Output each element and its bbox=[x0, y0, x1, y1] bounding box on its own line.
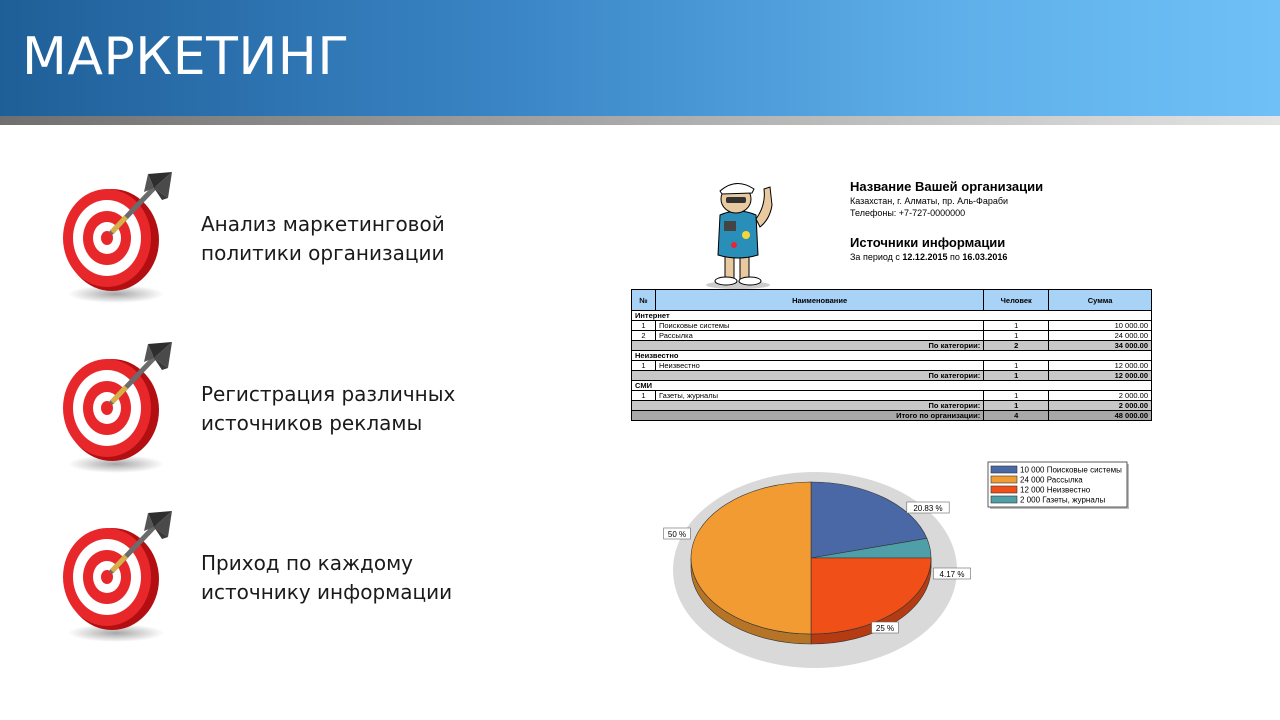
subtotal-label: По категории: bbox=[632, 371, 984, 381]
report-table bbox=[631, 289, 1152, 421]
table-row bbox=[632, 331, 1152, 341]
title-banner-stripe bbox=[0, 116, 1280, 125]
legend-swatch bbox=[991, 486, 1017, 493]
period-mid: по bbox=[947, 252, 963, 262]
org-address: Казахстан, г. Алматы, пр. Аль-Фараби bbox=[850, 196, 1009, 206]
subtotal-row bbox=[632, 401, 1152, 411]
org-header bbox=[850, 179, 1160, 263]
category-row bbox=[632, 381, 1152, 391]
cell-num: 2 bbox=[632, 331, 656, 341]
legend-label: 10 000 Поисковые системы bbox=[1020, 465, 1122, 475]
pie-percent-label: 25 % bbox=[875, 624, 895, 633]
col-header-num: № bbox=[632, 290, 656, 311]
subtotal-sum: 12 000.00 bbox=[1049, 371, 1152, 381]
table-row bbox=[632, 321, 1152, 331]
cell-sum: 2 000.00 bbox=[1049, 391, 1152, 401]
category-name: Интернет bbox=[632, 311, 1152, 321]
category-name: Неизвестно bbox=[632, 351, 1152, 361]
subtotal-people: 1 bbox=[984, 401, 1049, 411]
category-row bbox=[632, 351, 1152, 361]
cell-num: 1 bbox=[632, 391, 656, 401]
subtotal-sum: 34 000.00 bbox=[1049, 341, 1152, 351]
total-row bbox=[632, 411, 1152, 421]
bullet-item bbox=[0, 336, 560, 476]
bullet-item bbox=[0, 166, 560, 306]
bullet-line: источнику информации bbox=[201, 580, 453, 604]
report-period bbox=[850, 251, 1160, 263]
col-header-sum: Сумма bbox=[1049, 290, 1152, 311]
table-header bbox=[632, 290, 1152, 311]
subtotal-row bbox=[632, 371, 1152, 381]
legend-swatch bbox=[991, 476, 1017, 483]
pie-percent-label: 50 % bbox=[667, 530, 687, 539]
cell-name: Неизвестно bbox=[655, 361, 983, 371]
cartoon-tourist-icon bbox=[698, 175, 778, 290]
cell-people: 1 bbox=[984, 331, 1049, 341]
cell-name: Поисковые системы bbox=[655, 321, 983, 331]
bullet-line: Анализ маркетинговой bbox=[201, 212, 445, 236]
org-name: Название Вашей организации bbox=[850, 179, 1044, 194]
legend-swatch bbox=[991, 466, 1017, 473]
bullet-line: политики организации bbox=[201, 241, 445, 265]
total-people: 4 bbox=[984, 411, 1049, 421]
period-to: 16.03.2016 bbox=[962, 252, 1008, 262]
table-row bbox=[632, 391, 1152, 401]
target-icon bbox=[50, 336, 190, 476]
target-icon bbox=[50, 505, 190, 645]
total-label: Итого по организации: bbox=[632, 411, 984, 421]
cell-people: 1 bbox=[984, 321, 1049, 331]
legend-label: 12 000 Неизвестно bbox=[1020, 485, 1091, 495]
cell-name: Газеты, журналы bbox=[655, 391, 983, 401]
table-row bbox=[632, 361, 1152, 371]
target-icon bbox=[50, 166, 190, 306]
subtotal-sum: 2 000.00 bbox=[1049, 401, 1152, 411]
org-phone: Телефоны: +7-727-0000000 bbox=[850, 208, 966, 218]
pie-chart bbox=[630, 458, 1160, 670]
subtotal-label: По категории: bbox=[632, 341, 984, 351]
slide-title: МАРКЕТИНГ bbox=[22, 27, 350, 87]
cell-sum: 10 000.00 bbox=[1049, 321, 1152, 331]
period-from: 12.12.2015 bbox=[902, 252, 948, 262]
bullet-line: источников рекламы bbox=[201, 411, 423, 435]
subtotal-people: 2 bbox=[984, 341, 1049, 351]
bullet-text bbox=[201, 210, 531, 268]
cell-people: 1 bbox=[984, 361, 1049, 371]
col-header-name: Наименование bbox=[655, 290, 983, 311]
subtotal-people: 1 bbox=[984, 371, 1049, 381]
col-header-people: Человек bbox=[984, 290, 1049, 311]
cell-sum: 24 000.00 bbox=[1049, 331, 1152, 341]
subtotal-row bbox=[632, 341, 1152, 351]
pie-percent-label: 4.17 % bbox=[939, 570, 965, 579]
subtotal-label: По категории: bbox=[632, 401, 984, 411]
legend-swatch bbox=[991, 496, 1017, 503]
cell-sum: 12 000.00 bbox=[1049, 361, 1152, 371]
bullet-text bbox=[201, 549, 531, 607]
bullet-text bbox=[201, 380, 531, 438]
pie-percent-label: 20.83 % bbox=[913, 504, 943, 513]
cell-num: 1 bbox=[632, 361, 656, 371]
cell-people: 1 bbox=[984, 391, 1049, 401]
cell-num: 1 bbox=[632, 321, 656, 331]
report-title: Источники информации bbox=[850, 235, 1006, 250]
category-row bbox=[632, 311, 1152, 321]
legend-label: 2 000 Газеты, журналы bbox=[1020, 495, 1106, 505]
bullet-item bbox=[0, 505, 560, 645]
period-prefix: За период с bbox=[850, 252, 903, 262]
cell-name: Рассылка bbox=[655, 331, 983, 341]
total-sum: 48 000.00 bbox=[1049, 411, 1152, 421]
report-sheet bbox=[630, 170, 1160, 670]
category-name: СМИ bbox=[632, 381, 1152, 391]
bullet-line: Регистрация различных bbox=[201, 382, 456, 406]
bullet-line: Приход по каждому bbox=[201, 551, 414, 575]
legend-label: 24 000 Рассылка bbox=[1020, 475, 1083, 485]
